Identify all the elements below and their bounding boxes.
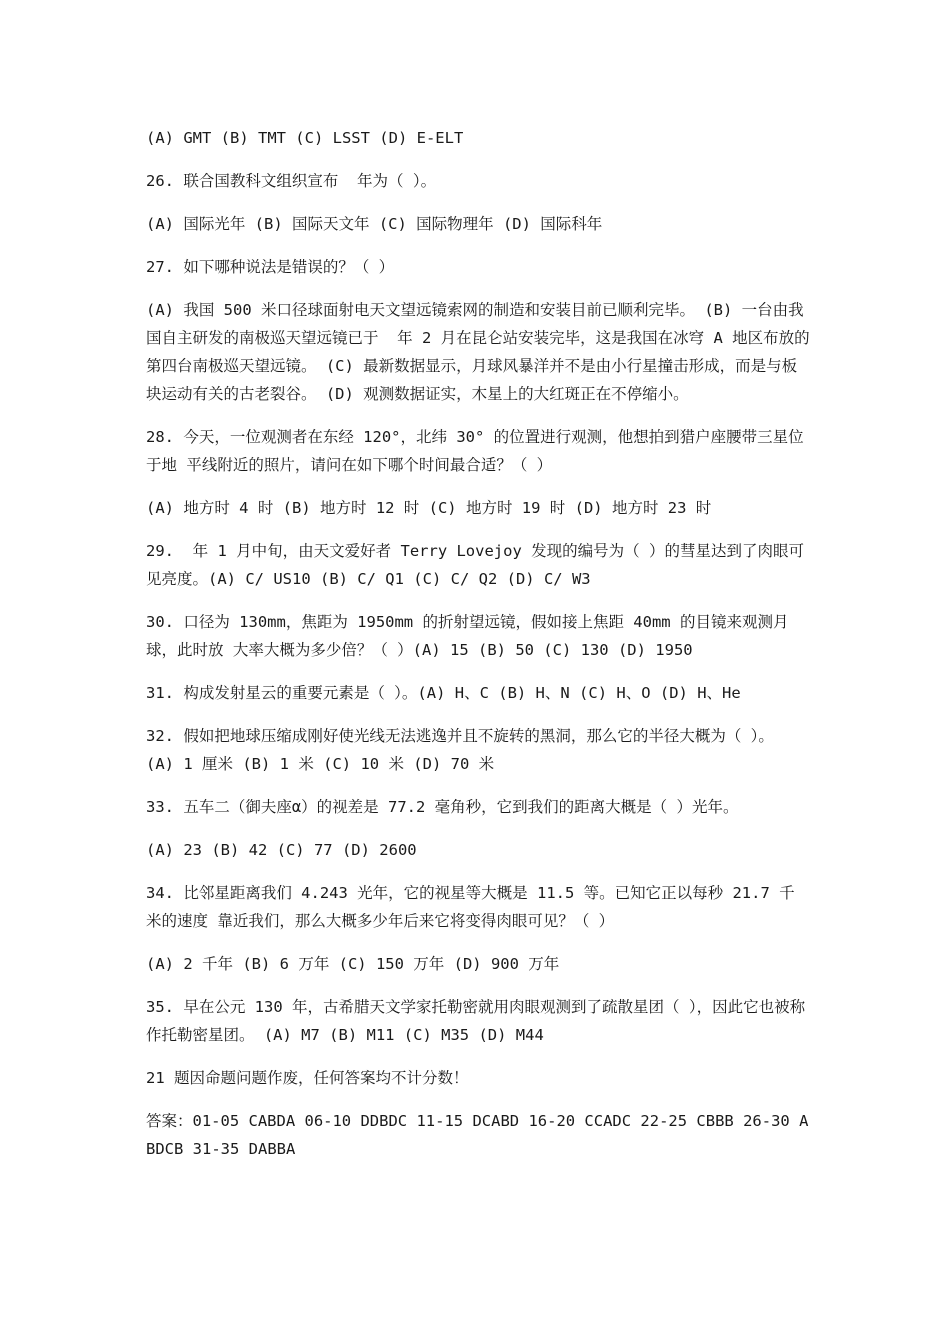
q33-options: (A) 23 (B) 42 (C) 77 (D) 2600: [146, 841, 417, 859]
q35-question: 35. 早在公元 130 年，古希腊天文学家托勒密就用肉眼观测到了疏散星团（ ），因此它也被称 作托勒密星团。 (A) M7 (B) M11 (C) M35 (D) M44: [146, 998, 815, 1044]
q25-options: (A) GMT (B) TMT (C) LSST (D) E-ELT: [146, 129, 464, 147]
q29-question: 29. 年 1 月中旬，由天文爱好者 Terry Lovejoy 发现的编号为（ ）的彗星达到了肉眼可 见亮度。(A) C/ US10 (B) C/ Q1 (C) C/ Q2 (D) C/ W3: [146, 542, 814, 588]
q27-options: (A) 我国 500 米口径球面射电天文望远镜索网的制造和安装目前已顺利完毕。 (B) 一台由我国自主研发的南极巡天望远镜已于 年 2 月在昆仑站安装完毕，这是我国在冰穹 A 地区布放的第四台南极巡天望远镜。 (C) 最新数据显示，月球风暴洋并不是由小行星撞击形成，而是与板块运动有关的古老裂谷。 (D) 观测数据证实，木星上的大红斑正在不停缩小。: [146, 301, 810, 403]
q28-options: (A) 地方时 4 时 (B) 地方时 12 时 (C) 地方时 19 时 (D) 地方时 23 时: [146, 499, 712, 517]
q34-options: (A) 2 千年 (B) 6 万年 (C) 150 万年 (D) 900 万年: [146, 955, 560, 973]
q32-question: 32. 假如把地球压缩成刚好使光线无法逃逸并且不旋转的黑洞，那么它的半径大概为（ ）。 (A) 1 厘米 (B) 1 米 (C) 10 米 (D) 70 米: [146, 727, 784, 773]
q27-question: 27. 如下哪种说法是错误的？（ ）: [146, 258, 395, 276]
answer-key: 答案：01-05 CABDA 06-10 DDBDC 11-15 DCABD 16-20 CCADC 22-25 CBBB 26-30 ABDCB 31-35 DABBA: [146, 1112, 809, 1158]
void-notice: 21 题因命题问题作废，任何答案均不计分数！: [146, 1069, 469, 1087]
q30-question: 30. 口径为 130mm，焦距为 1950mm 的折射望远镜，假如接上焦距 40mm 的目镜来观测月球，此时放 大率大概为多少倍？（ ）(A) 15 (B) 50 (C) 130 (D) 1950: [146, 613, 789, 659]
q31-question: 31. 构成发射星云的重要元素是（ ）。(A) H、C (B) H、N (C) H、O (D) H、He: [146, 684, 741, 702]
q26-question: 26. 联合国教科文组织宣布 年为（ ）。: [146, 172, 437, 190]
q26-options: (A) 国际光年 (B) 国际天文年 (C) 国际物理年 (D) 国际科年: [146, 215, 603, 233]
q28-question: 28. 今天，一位观测者在东经 120°，北纬 30° 的位置进行观测，他想拍到猎户座腰带三星位于地 平线附近的照片，请问在如下哪个时间最合适？（ ）: [146, 428, 804, 474]
q34-question: 34. 比邻星距离我们 4.243 光年，它的视星等大概是 11.5 等。已知它正以每秒 21.7 千米的速度 靠近我们，那么大概多少年后来它将变得肉眼可见？（ ）: [146, 884, 795, 930]
q33-question: 33. 五车二（御夫座α）的视差是 77.2 毫角秒，它到我们的距离大概是（ ）光年。: [146, 798, 739, 816]
